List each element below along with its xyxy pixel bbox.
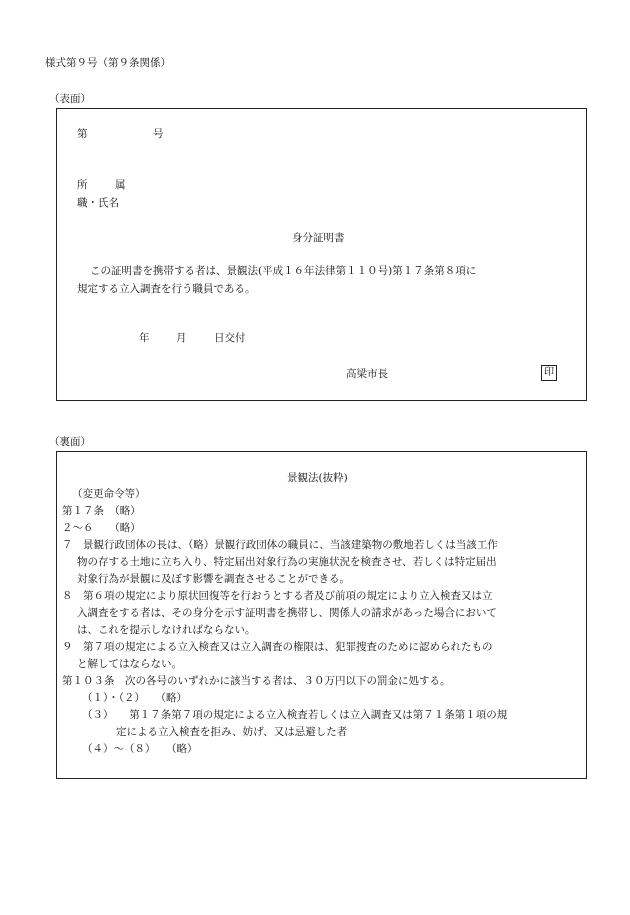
law-line: 第１７条 （略） <box>62 505 141 517</box>
date-issued: 日交付 <box>214 332 246 344</box>
law-line: ９ 第７項の規定による立入検査又は立入調査の権限は、犯罪捜査のために認められたもの <box>62 641 493 653</box>
law-line: 対象行為が景観に及ぼす影響を調査させることができる。 <box>77 573 350 585</box>
date-month: 月 <box>176 332 187 344</box>
affiliation-label-1: 所 <box>77 179 88 191</box>
law-line: 第１０３条 次の各号のいずれかに該当する者は、３０万円以下の罰金に処する。 <box>62 675 451 687</box>
law-line: （４）～（８） （略） <box>82 743 198 755</box>
law-line: は、これを提示しなければならない。 <box>77 624 256 636</box>
law-line: 定による立入検査を拒み、妨げ、又は忌避した者 <box>116 726 348 738</box>
number-prefix: 第 <box>77 128 88 140</box>
body-line-2: 規定する立入調査を行う職員である。 <box>77 283 256 295</box>
number-suffix: 号 <box>153 128 164 140</box>
front-label: （表面） <box>49 93 91 105</box>
affiliation-label-2: 属 <box>115 179 126 191</box>
issuer: 高梁市長 <box>346 368 388 380</box>
law-line: ８ 第６項の規定により原状回復等を行おうとする者及び前項の規定により立入検査又は立 <box>62 590 493 602</box>
law-line: 入調査をする者は、その身分を示す証明書を携帯し、関係人の請求があった場合において <box>77 607 497 619</box>
law-title: 景観法(抜粋) <box>287 472 348 484</box>
law-line: 物の存する土地に立ち入り、特定届出対象行為の実施状況を検査させ、若しくは特定届出 <box>77 556 497 568</box>
date-year: 年 <box>139 332 150 344</box>
form-title: 様式第９号（第９条関係） <box>45 57 171 69</box>
seal-mark: 印 <box>541 365 557 381</box>
law-line: と解してはならない。 <box>77 658 182 670</box>
law-line: （変更命令等） <box>72 488 146 500</box>
back-label: （裏面） <box>49 436 91 448</box>
law-line: （１）・（２） （略） <box>82 692 187 704</box>
body-line-1: この証明書を携帯する者は、景観法(平成１６年法律第１１０号)第１７条第８項に <box>90 265 477 277</box>
name-label: 職・氏名 <box>77 197 119 209</box>
front-card <box>56 108 587 401</box>
certificate-title: 身分証明書 <box>292 232 345 244</box>
law-line: （３） 第１７条第７項の規定による立入検査若しくは立入調査又は第７１条第１項の規 <box>82 709 508 721</box>
law-line: ７ 景観行政団体の長は、（略）景観行政団体の職員に、当該建築物の敷地若しくは当該工作 <box>62 539 498 551</box>
law-line: ２～６ （略） <box>62 522 141 534</box>
